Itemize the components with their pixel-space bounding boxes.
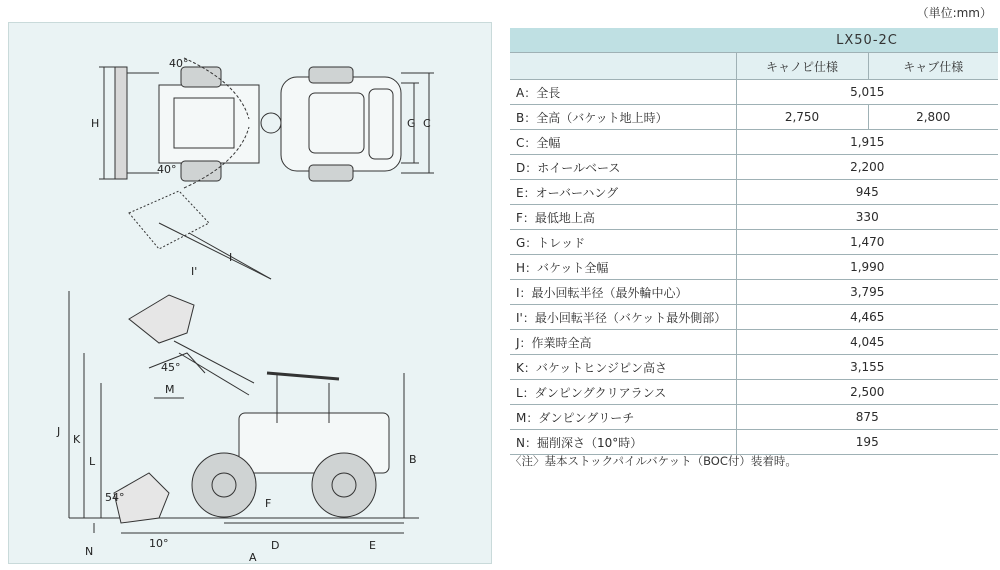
row-label: D：ホイールベース: [510, 155, 736, 180]
dim-label-m: M: [165, 383, 175, 396]
row-label: H：バケット全幅: [510, 255, 736, 280]
table-header-variant-row: [510, 53, 998, 80]
row-label: J：作業時全高: [510, 330, 736, 355]
angle-label-dig: 54°: [105, 491, 125, 504]
table-row: [510, 430, 998, 455]
row-value: 1,915: [736, 130, 998, 155]
table-row: [510, 330, 998, 355]
variant-canopy: キャノピ仕様: [736, 53, 868, 80]
dim-label-j: J: [57, 425, 61, 438]
row-value: 945: [736, 180, 998, 205]
unit-note: （単位:mm）: [916, 6, 992, 20]
angle-label-top: 40°: [169, 57, 189, 70]
table-row: [510, 380, 998, 405]
dim-label-i-prime: I': [191, 265, 198, 278]
row-value: 875: [736, 405, 998, 430]
row-label: K：バケットヒンジピン高さ: [510, 355, 736, 380]
table-row: [510, 105, 998, 130]
row-value: 1,470: [736, 230, 998, 255]
angle-label-dump: 45°: [161, 361, 181, 374]
row-value-canopy: 2,750: [736, 105, 868, 130]
loader-dimension-drawing: [9, 23, 491, 563]
row-value: 4,045: [736, 330, 998, 355]
dim-label-i: I: [229, 251, 233, 264]
row-value: 2,200: [736, 155, 998, 180]
variant-cab: キャブ仕様: [868, 53, 998, 80]
row-value: 3,795: [736, 280, 998, 305]
table-row: [510, 255, 998, 280]
dim-label-d: D: [271, 539, 280, 552]
table-row: [510, 230, 998, 255]
row-label: N：掘削深さ（10°時）: [510, 430, 736, 455]
angle-label-bottom: 40°: [157, 163, 177, 176]
row-label: I：最小回転半径（最外輪中心）: [510, 280, 736, 305]
footnote: 〈注〉基本ストックパイルバケット（BOC付）装着時。: [510, 454, 797, 468]
row-label: A：全長: [510, 80, 736, 105]
row-label: C：全幅: [510, 130, 736, 155]
table-row: [510, 80, 998, 105]
row-label: L：ダンピングクリアランス: [510, 380, 736, 405]
dim-label-h: H: [91, 117, 100, 130]
spec-table: [510, 28, 998, 455]
dim-label-a: A: [249, 551, 257, 563]
dim-label-g: G: [407, 117, 416, 130]
table-header-model-row: [510, 28, 998, 53]
table-row: [510, 205, 998, 230]
model-name: LX50-2C: [736, 28, 998, 53]
dim-label-e: E: [369, 539, 376, 552]
row-value: 3,155: [736, 355, 998, 380]
row-label: M：ダンピングリーチ: [510, 405, 736, 430]
row-label: G：トレッド: [510, 230, 736, 255]
dim-label-k: K: [73, 433, 81, 446]
row-label: F：最低地上高: [510, 205, 736, 230]
row-value-cab: 2,800: [868, 105, 998, 130]
angle-label-ground: 10°: [149, 537, 169, 550]
row-value: 4,465: [736, 305, 998, 330]
table-row: [510, 180, 998, 205]
row-label: E：オーバーハング: [510, 180, 736, 205]
top-view-drawing: [99, 58, 434, 279]
table-row: [510, 305, 998, 330]
row-value: 1,990: [736, 255, 998, 280]
row-value: 330: [736, 205, 998, 230]
row-value: 5,015: [736, 80, 998, 105]
row-label: B：全高（バケット地上時）: [510, 105, 736, 130]
table-row: [510, 130, 998, 155]
dim-label-f: F: [265, 497, 272, 510]
dim-label-l: L: [89, 455, 96, 468]
table-row: [510, 355, 998, 380]
row-label: I'：最小回転半径（バケット最外側部）: [510, 305, 736, 330]
dimension-drawing-panel: [8, 22, 492, 564]
dim-label-n: N: [85, 545, 94, 558]
dim-label-c: C: [423, 117, 431, 130]
table-row: [510, 155, 998, 180]
row-value: 2,500: [736, 380, 998, 405]
table-row: [510, 405, 998, 430]
table-row: [510, 280, 998, 305]
row-value: 195: [736, 430, 998, 455]
dim-label-b: B: [409, 453, 417, 466]
